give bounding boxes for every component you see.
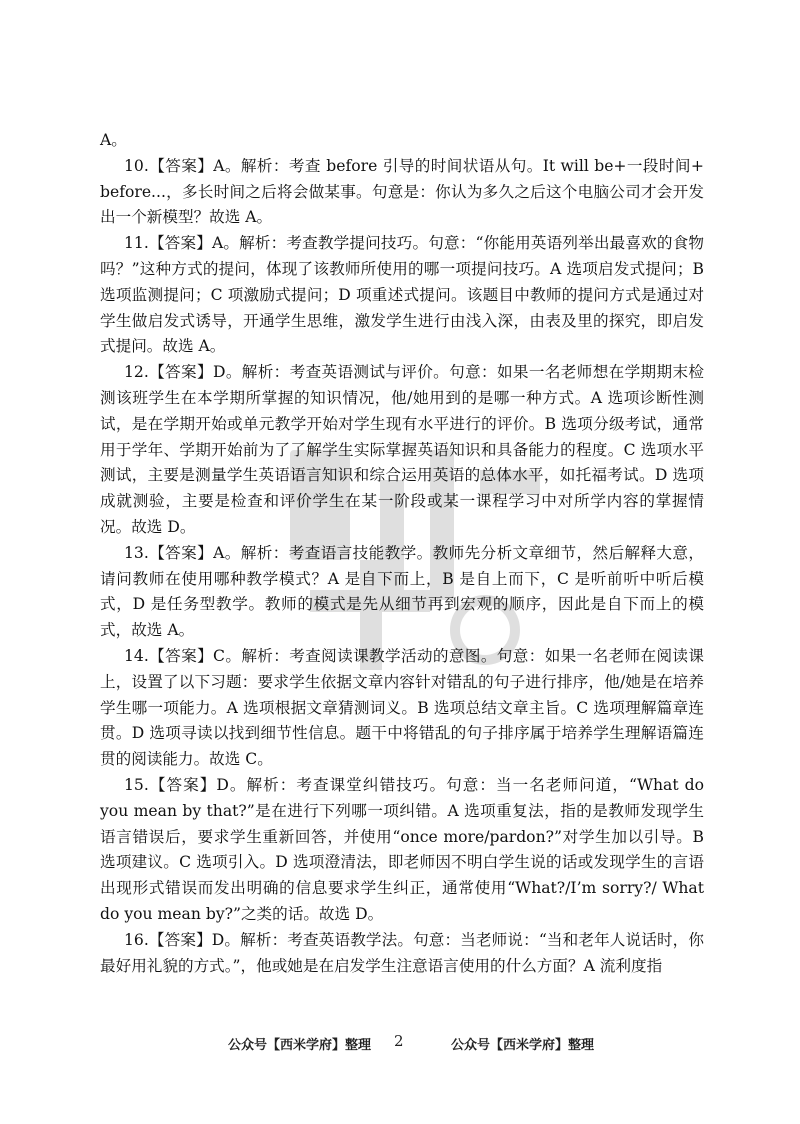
document-body xyxy=(100,128,704,979)
answer-11: 11.【答案】A。解析：考查教学提问技巧。句意：“你能用英语列举出最喜欢的食物吗？”这种方式的提问，体现了该教师所使用的哪一项提问技巧。A 选项启发式提问；B 选项监测提问；C 项激励式提问；D 项重述式提问。该题目中教师的提问方式是通过对学生做启发式诱导，开通学生思维，激发学生进行由浅入深，由表及里的探究，即启发式提问。故选 A。 xyxy=(100,234,704,356)
page-number: 2 xyxy=(394,1032,404,1050)
answer-12: 12.【答案】D。解析：考查英语测试与评价。句意：如果一名老师想在学期期末检测该班学生在本学期所掌握的知识情况，他/她用到的是哪一种方式。A 选项诊断性测试，是在学期开始或单元教学开始对学生现有水平进行的评价。B 选项分级考试，通常用于学年、学期开始前为了了解学生实际掌握英语知识和具备能力的程度。C 选项水平测试，主要是测量学生英语语言知识和综合运用英语的总体水平，如托福考试。D 选项成就测验，主要是检查和评价学生在某一阶段或某一课程学习中对所学内容的掌握情况。故选 D。 xyxy=(100,363,704,536)
answer-16: 16.【答案】D。解析：考查英语教学法。句意：当老师说：“当和老年人说话时，你最好用礼貌的方式。”，他或她是在启发学生注意语言使用的什么方面？A 流利度指 xyxy=(100,930,704,975)
answer-10: 10.【答案】A。解析：考查 before 引导的时间状语从句。It will be+一段时间+ before...，多长时间之后将会做某事。句意是：你认为多久之后这个电脑公司才会开发出一个新模型？故选 A。 xyxy=(100,156,704,227)
paragraph-continuation: A。 xyxy=(100,131,127,149)
footer-right-text: 公众号【西米学府】整理 xyxy=(451,1038,595,1053)
answer-14: 14.【答案】C。解析：考查阅读课教学活动的意图。句意：如果一名老师在阅读课上，设置了以下习题：要求学生依据文章内容针对错乱的句子进行排序，他/她是在培养学生哪一项能力。A 选项根据文章猜测词义。B 选项总结文章主旨。C 选项理解篇章连贯。D 选项寻读以找到细节性信息。题干中将错乱的句子排序属于培养学生理解语篇连贯的阅读能力。故选 C。 xyxy=(100,646,704,769)
answer-15: 15.【答案】D。解析：考查课堂纠错技巧。句意：当一名老师问道，“What do you mean by that?”是在进行下列哪一项纠错。A 选项重复法，指的是教师发现学生语言错误后，要求学生重新回答，并使用“once more/pardon?”对学生加以引导。B 选项建议。C 选项引入。D 选项澄清法，即老师因不明白学生说的话或发现学生的言语出现形式错误而发出明确的信息要求学生纠正，通常使用“What?/I’m sorry?/ What do you mean by?”之类的话。故选 D。 xyxy=(100,775,704,923)
footer-left-text: 公众号【西米学府】整理 xyxy=(228,1038,372,1053)
answer-13: 13.【答案】A。解析：考查语言技能教学。教师先分析文章细节，然后解释大意，请问教师在使用哪种教学模式？A 是自下而上，B 是自上而下，C 是听前听中听后模式，D 是任务型教学。教师的模式是先从细节再到宏观的顺序，因此是自下而上的模式，故选 A。 xyxy=(100,543,704,640)
